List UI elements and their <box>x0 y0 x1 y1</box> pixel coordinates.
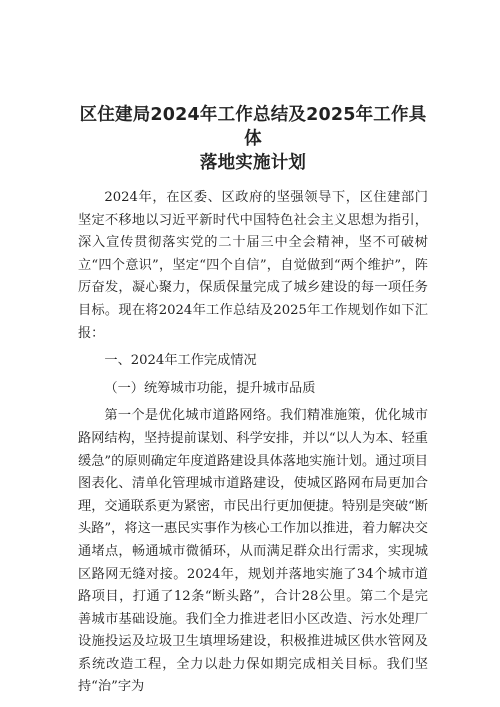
document-title-line2: 落地实施计划 <box>199 153 307 173</box>
document-title-line1: 区住建局2024年工作总结及2025年工作具体 <box>79 105 427 149</box>
subsection-heading: （一）统筹城市功能，提升城市品质 <box>104 380 316 396</box>
section-heading: 一、2024年工作完成情况 <box>104 353 257 369</box>
document-title <box>78 103 428 175</box>
intro-paragraph: 2024年，在区委、区政府的坚强领导下，区住建部门坚定不移地以习近平新时代中国特色社会主义思想为指引，深入宣传贯彻落实党的二十届三中全会精神，坚不可破树立“四个意识”，坚定“四个自信”，自觉做到“两个维护”，阵厉奋发，凝心聚力，保质保量完成了城乡建设的每一项任务目标。现在将2024年工作总结及2025年工作规划作如下汇报： <box>78 190 428 341</box>
body-paragraph: 第一个是优化城市道路网络。我们精准施策，优化城市路网结构，坚持提前谋划、科学安排，并以“以人为本、轻重缓急”的原则确定年度道路建设具体落地实施计划。通过项目图表化、清单化管理城市道路建设，使城区路网布局更加合理，交通联系更为紧密，市民出行更加便捷。特别是突破“断头路”，将这一惠民实事作为核心工作加以推进，着力解决交通堵点，畅通城市微循环，从而满足群众出行需求，实现城区路网无缝对接。2024年，规划并落地实施了34个城市道路项目，打通了12条“断头路”，合计28公里。第二个是完善城市基础设施。我们全力推进老旧小区改造、污水处理厂设施投运及垃圾卫生填埋场建设，积极推进城区供水管网及系统改造工程，全力以赴力保如期完成相关目标。我们坚持“治”字为 <box>78 408 428 695</box>
